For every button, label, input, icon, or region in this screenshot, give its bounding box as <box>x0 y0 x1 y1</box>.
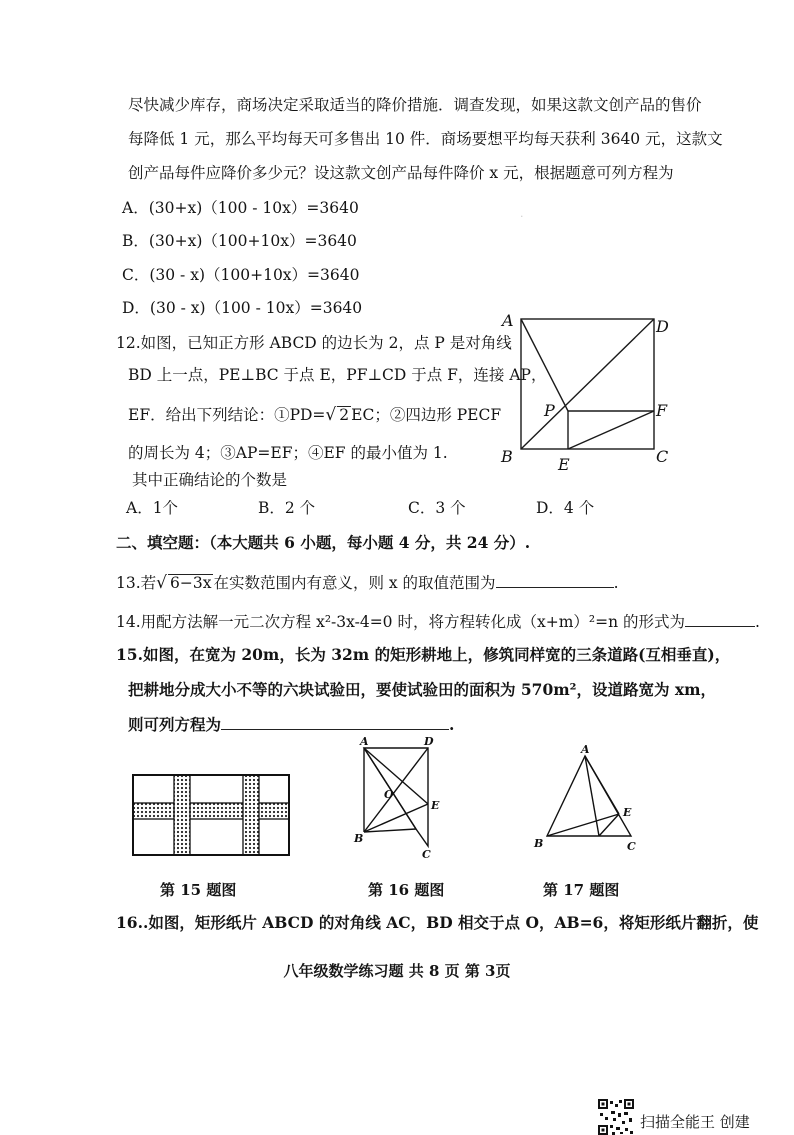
q15-line1: 15.如图，在宽为 20m，长为 32m 的矩形耕地上，修筑同样宽的三条道路(互相垂直)， <box>116 645 731 664</box>
fig17-label-b: B <box>534 837 544 850</box>
page-footer: 八年级数学练习题 共 8 页 第 3页 <box>283 962 511 980</box>
q12-option-b: B．2 个 <box>258 499 316 517</box>
q11-option-a: A．(30+x)（100 - 10x）=3640 <box>122 199 359 217</box>
section2-heading: 二、填空题：（本大题共 6 小题，每小题 4 分，共 24 分）. <box>116 533 531 552</box>
q12-option-d: D．4 个 <box>536 499 595 517</box>
fig16-label-d: D <box>424 736 434 748</box>
fig15-caption: 第 15 题图 <box>160 881 237 899</box>
q12-label-p: P <box>544 401 555 420</box>
fig16-label-e: E <box>431 799 440 812</box>
q12-line3-b: EC；②四边形 PECF <box>351 406 502 424</box>
q11-option-c: C．(30 - x)（100+10x）=3640 <box>122 266 360 284</box>
q12-option-a: A．1个 <box>126 499 179 517</box>
fig16-label-a: A <box>360 736 369 748</box>
q15-line2: 把耕地分成大小不等的六块试验田，要使试验田的面积为 570m²，设道路宽为 xm， <box>128 680 716 699</box>
q11-line3: 创产品每件应降价多少元？设这款文创产品每件降价 x 元，根据题意可列方程为 <box>128 164 674 182</box>
fig17-label-e: E <box>623 806 632 819</box>
q13-post: 在实数范围内有意义，则 x 的取值范围为 <box>213 574 496 592</box>
fig17-caption: 第 17 题图 <box>543 881 620 899</box>
q14-text: 14.用配方法解一元二次方程 x²-3x-4=0 时，将方程转化成（x+m）²=n 的形式为 <box>116 613 686 631</box>
q15-line3-text: 则可列方程为 <box>128 715 222 734</box>
q12-line4: 的周长为 4；③AP=EF；④EF 的最小值为 1. <box>128 444 448 462</box>
q11-option-d: D．(30 - x)（100 - 10x）=3640 <box>122 299 363 317</box>
q11-line2: 每降低 1 元，那么平均每天可多售出 10 件．商场要想平均每天获利 3640 元，这款文 <box>128 130 723 148</box>
q13-end: . <box>613 574 619 592</box>
q13-line: 13.若√ 6−3x 在实数范围内有意义，则 x 的取值范围为 . <box>116 573 619 593</box>
q15-line3 <box>128 714 454 735</box>
fig17-label-a: A <box>581 744 590 756</box>
q12-line2: BD 上一点，PE⊥BC 于点 E，PF⊥CD 于点 F，连接 AP， <box>128 366 547 384</box>
q13-pre: 13.若 <box>116 574 157 592</box>
q12-line5: 其中正确结论的个数是 <box>132 471 288 489</box>
q14-line <box>116 611 760 632</box>
q12-square-figure <box>496 308 676 476</box>
q12-label-c: C <box>656 447 669 466</box>
q12-option-c: C．3 个 <box>408 499 466 517</box>
qr-code-icon <box>598 1099 634 1135</box>
fig16-label-b: B <box>354 832 364 845</box>
q12-line3: EF．给出下列结论：①PD=√ 2 EC；②四边形 PECF <box>128 405 502 425</box>
q12-line1: 12.如图，已知正方形 ABCD 的边长为 2，点 P 是对角线 <box>116 334 512 352</box>
fig16-caption: 第 16 题图 <box>368 881 445 899</box>
fig16-label-c: C <box>422 848 431 861</box>
fig17-label-c: C <box>627 840 636 853</box>
q16-line1: 16..如图，矩形纸片 ABCD 的对角线 AC，BD 相交于点 O，AB=6，将矩形纸片翻折，使 <box>116 913 759 932</box>
fig16-rectangle-figure <box>350 736 460 876</box>
q12-label-e: E <box>558 455 570 474</box>
q11-option-b: B．(30+x)（100+10x）=3640 <box>122 232 357 250</box>
q13-sqrt-expr: 6−3x <box>170 574 212 592</box>
q15-end: . <box>449 715 455 734</box>
fig15-field-figure <box>128 770 294 862</box>
q11-line1: 尽快减少库存，商场决定采取适当的降价措施．调查发现，如果这款文创产品的售价 <box>128 96 702 114</box>
bleed-through-text: · <box>520 210 524 223</box>
q12-label-f: F <box>656 401 668 420</box>
q13-answer-blank[interactable] <box>496 572 614 588</box>
q12-label-a: A <box>502 311 514 330</box>
scanner-watermark: 扫描全能王 创建 <box>640 1113 750 1131</box>
q14-answer-blank[interactable] <box>685 611 755 627</box>
fig16-label-o: O <box>384 788 394 801</box>
q12-line3-a: EF．给出下列结论：①PD= <box>128 406 326 424</box>
q14-end: . <box>755 613 760 631</box>
q15-answer-blank[interactable] <box>221 714 449 730</box>
q12-sqrt-2: 2 <box>339 406 350 424</box>
q12-label-d: D <box>656 317 669 336</box>
fig17-triangle-figure <box>525 744 645 856</box>
q12-label-b: B <box>501 447 513 466</box>
